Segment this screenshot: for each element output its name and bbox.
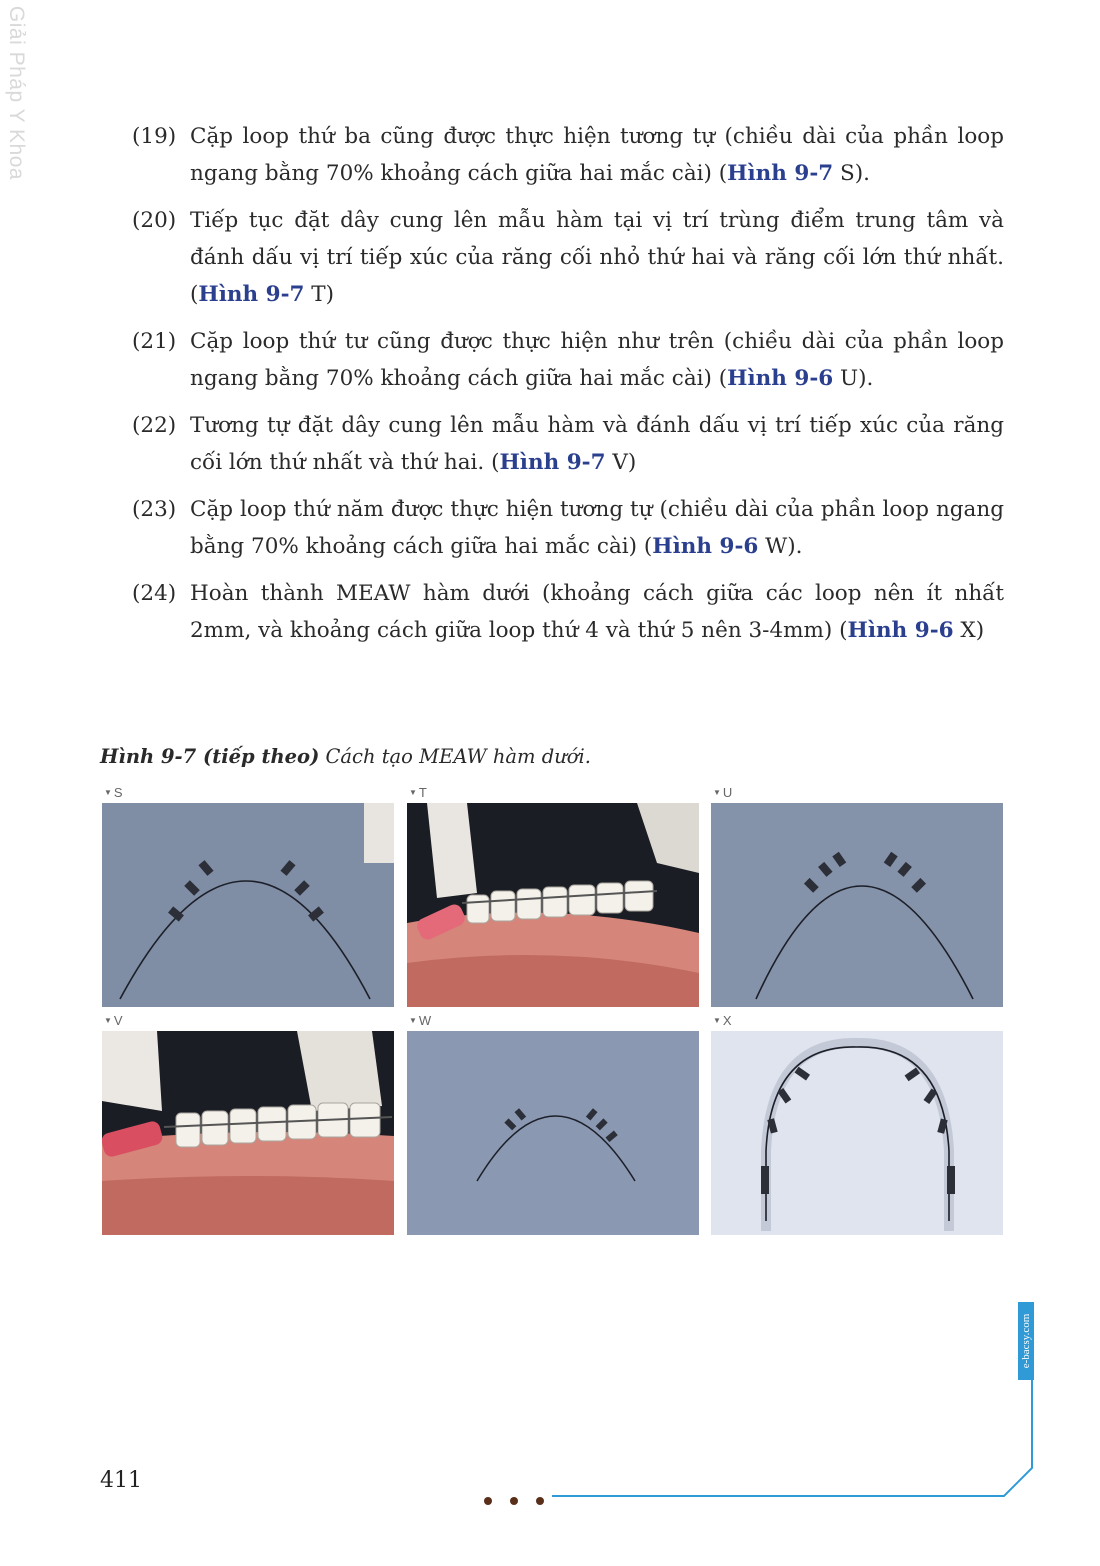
figure-reference-link[interactable]: Hình 9-7	[727, 161, 834, 186]
step-list	[132, 118, 1004, 659]
triangle-down-icon: ▼	[713, 788, 721, 797]
step-text: Cặp loop thứ ba cũng được thực hiện tương tự (chiều dài của phần loop ngang bằng 70% khoảng cách giữa hai mắc cài) (Hình 9-7 S).	[190, 124, 1004, 186]
step-text: Cặp loop thứ năm được thực hiện tương tự (chiều dài của phần loop ngang bằng 70% khoảng cách giữa hai mắc cài) (Hình 9-6 W).	[190, 497, 1004, 559]
step-number: (23)	[132, 497, 177, 522]
photo-archwire-w	[407, 1031, 699, 1235]
panel-label: W	[418, 1013, 432, 1028]
photo-archwire-s	[102, 803, 394, 1007]
figure-panel-s	[102, 783, 394, 1007]
figure-reference-link[interactable]: Hình 9-6	[727, 366, 834, 391]
photo-archwire-u	[711, 803, 1003, 1007]
triangle-down-icon: ▼	[713, 1016, 721, 1025]
side-brand-text: Giải Pháp Y Khoa	[5, 5, 28, 181]
figure-reference-link[interactable]: Hình 9-6	[847, 618, 954, 643]
dot-icon	[536, 1497, 544, 1505]
step-text: Tiếp tục đặt dây cung lên mẫu hàm tại vị trí trùng điểm trung tâm và đánh dấu vị trí tiếp xúc của răng cối nhỏ thứ hai và răng cối lớn thứ nhất. (Hình 9-7 T)	[190, 208, 1004, 307]
footer-dots	[484, 1490, 562, 1509]
step-text: Cặp loop thứ tư cũng được thực hiện như trên (chiều dài của phần loop ngang bằng 70% khoảng cách giữa hai mắc cài) (Hình 9-6 U).	[190, 329, 1004, 391]
step-text: Tương tự đặt dây cung lên mẫu hàm và đánh dấu vị trí tiếp xúc của răng cối lớn thứ nhất và thứ hai. (Hình 9-7 V)	[190, 413, 1004, 475]
page-number: 411	[100, 1468, 142, 1493]
step-number: (24)	[132, 581, 177, 606]
panel-label: S	[113, 785, 123, 800]
step-item	[132, 202, 1004, 313]
step-item	[132, 575, 1004, 649]
step-item	[132, 491, 1004, 565]
step-item	[132, 118, 1004, 192]
photo-archwire-x	[711, 1031, 1003, 1235]
triangle-down-icon: ▼	[104, 1016, 112, 1025]
step-item	[132, 323, 1004, 397]
figure-reference-link[interactable]: Hình 9-7	[499, 450, 606, 475]
step-item	[132, 407, 1004, 481]
photo-model-t	[407, 803, 699, 1007]
panel-label: T	[418, 785, 427, 800]
figure-panel-w	[407, 1011, 699, 1235]
dot-icon	[484, 1497, 492, 1505]
figure-caption: Hình 9-7 (tiếp theo) Cách tạo MEAW hàm dưới.	[100, 745, 591, 768]
panel-label: U	[722, 785, 733, 800]
figure-reference-link[interactable]: Hình 9-6	[652, 534, 759, 559]
figure-panel-x	[711, 1011, 1003, 1235]
site-watermark-tab: e-bacsy.com	[1018, 1302, 1034, 1380]
step-number: (21)	[132, 329, 177, 354]
step-number: (19)	[132, 124, 177, 149]
panel-label: X	[722, 1013, 732, 1028]
step-number: (20)	[132, 208, 177, 233]
triangle-down-icon: ▼	[409, 1016, 417, 1025]
photo-model-v	[102, 1031, 394, 1235]
triangle-down-icon: ▼	[104, 788, 112, 797]
figure-label: Hình 9-7 (tiếp theo)	[100, 745, 320, 768]
panel-label: V	[113, 1013, 123, 1028]
step-text: Hoàn thành MEAW hàm dưới (khoảng cách giữa các loop nên ít nhất 2mm, và khoảng cách giữa loop thứ 4 và thứ 5 nên 3-4mm) (Hình 9-6 X)	[190, 581, 1004, 643]
figure-panel-t	[407, 783, 699, 1007]
figure-reference-link[interactable]: Hình 9-7	[198, 282, 305, 307]
step-number: (22)	[132, 413, 177, 438]
figure-panel-v	[102, 1011, 394, 1235]
triangle-down-icon: ▼	[409, 788, 417, 797]
figure-panel-u	[711, 783, 1003, 1007]
dot-icon	[510, 1497, 518, 1505]
